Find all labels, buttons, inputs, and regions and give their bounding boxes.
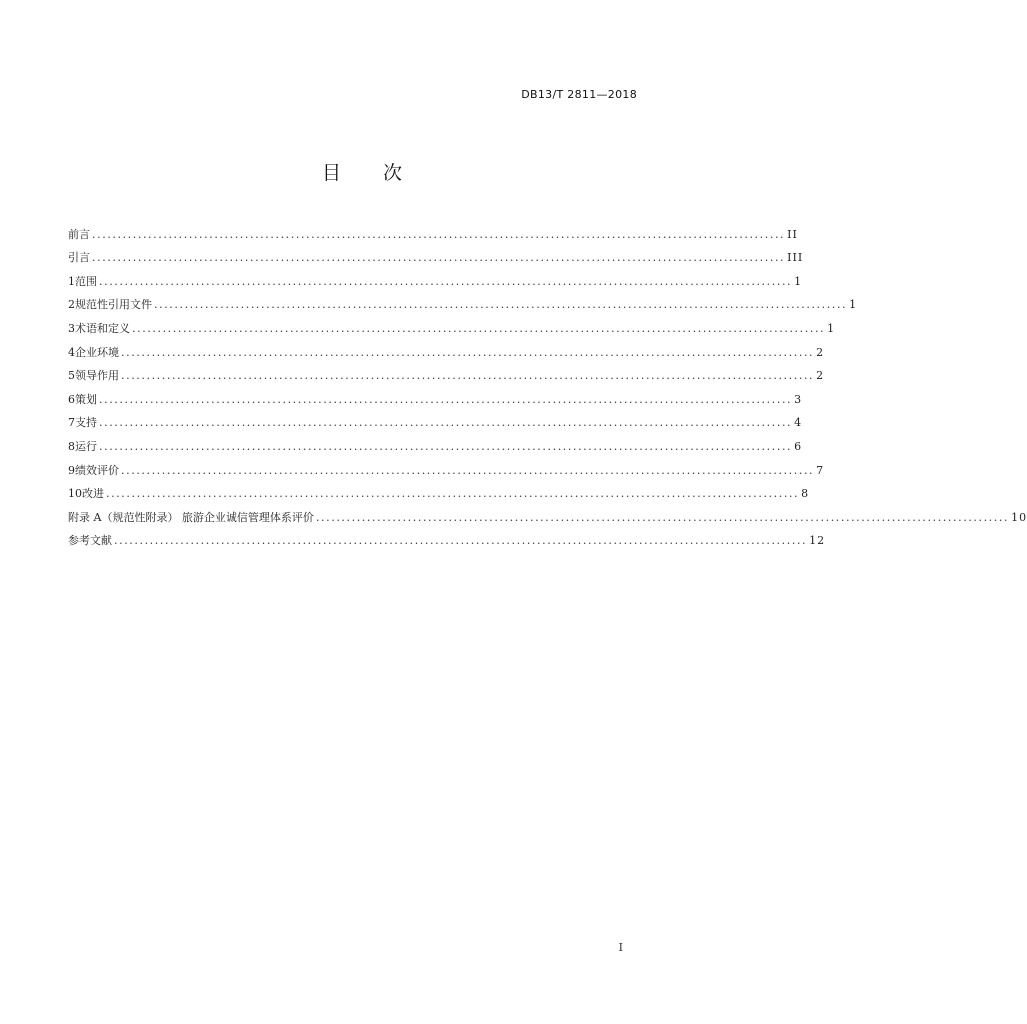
toc-entry-scope[interactable] <box>68 264 803 288</box>
toc-entry-number: 7 <box>68 416 75 430</box>
dot-leader: ........................................................................................................................................ <box>92 251 786 265</box>
dot-leader: ........................................................................................................................................ <box>99 439 793 453</box>
toc-entry-page: 6 <box>794 439 803 453</box>
toc-entry-label: 规范性引用文件 <box>75 298 152 312</box>
toc-entry-label: 支持 <box>75 416 97 430</box>
toc-entry-page: 8 <box>801 487 810 501</box>
toc-entry-label: 领导作用 <box>75 369 119 383</box>
dot-leader: ........................................................................................................................................ <box>99 392 793 406</box>
toc-entry-label: 附录 A（规范性附录） 旅游企业诚信管理体系评价 <box>68 510 314 524</box>
toc-entry-label: 范围 <box>75 274 97 288</box>
toc-entry-page: 1 <box>794 274 803 288</box>
toc-entry-label: 参考文献 <box>68 534 112 548</box>
dot-leader: ........................................................................................................................................ <box>99 416 793 430</box>
toc-entry-number: 1 <box>68 274 75 288</box>
toc-entry-normative-references[interactable] <box>68 288 858 312</box>
toc-entry-leadership[interactable] <box>68 359 825 383</box>
toc-entry-number: 6 <box>68 392 75 406</box>
document-code: DB13/T 2811—2018 <box>521 88 637 101</box>
toc-entry-number: 5 <box>68 369 75 383</box>
toc-entry-page: III <box>787 251 804 265</box>
toc-entry-support[interactable] <box>68 406 803 430</box>
toc-entry-page: II <box>787 227 798 241</box>
toc-entry-page: 1 <box>849 298 858 312</box>
toc-entry-number: 9 <box>68 463 75 477</box>
toc-entry-label: 术语和定义 <box>75 321 130 335</box>
toc-entry-page: 2 <box>816 345 825 359</box>
dot-leader: ........................................................................................................................................ <box>154 298 848 312</box>
toc-entry-performance-evaluation[interactable] <box>68 453 825 477</box>
toc-entry-label: 运行 <box>75 439 97 453</box>
dot-leader: ........................................................................................................................................ <box>92 227 786 241</box>
toc-entry-terms-definitions[interactable] <box>68 311 836 335</box>
toc-title-part1: 目 <box>321 162 341 184</box>
toc-title-part2: 次 <box>383 162 403 184</box>
toc-list <box>68 217 1027 548</box>
toc-entry-number: 2 <box>68 298 75 312</box>
dot-leader: ........................................................................................................................................ <box>121 369 815 383</box>
dot-leader: ........................................................................................................................................ <box>132 321 826 335</box>
toc-entry-label: 前言 <box>68 227 90 241</box>
toc-entry-number: 8 <box>68 439 75 453</box>
toc-entry-enterprise-environment[interactable] <box>68 335 825 359</box>
toc-entry-number: 10 <box>68 487 82 501</box>
toc-entry-label: 绩效评价 <box>75 463 119 477</box>
toc-entry-label: 企业环境 <box>75 345 119 359</box>
toc-entry-bibliography[interactable] <box>68 524 826 548</box>
toc-entry-label: 改进 <box>82 487 104 501</box>
toc-entry-page: 3 <box>794 392 803 406</box>
dot-leader: ........................................................................................................................................ <box>121 345 815 359</box>
dot-leader: ........................................................................................................................................ <box>106 487 800 501</box>
toc-entry-preface[interactable] <box>68 217 798 241</box>
dot-leader: ........................................................................................................................................ <box>315 510 1010 524</box>
toc-entry-operation[interactable] <box>68 429 803 453</box>
toc-entry-page: 10 <box>1011 510 1027 524</box>
toc-entry-number: 4 <box>68 345 75 359</box>
dot-leader: ........................................................................................................................................ <box>121 463 815 477</box>
toc-entry-page: 1 <box>827 321 836 335</box>
toc-entry-label: 策划 <box>75 392 97 406</box>
toc-entry-page: 7 <box>816 463 825 477</box>
toc-entry-number: 3 <box>68 321 75 335</box>
dot-leader: ........................................................................................................................................ <box>114 534 808 548</box>
dot-leader: ........................................................................................................................................ <box>99 274 793 288</box>
toc-entry-page: 4 <box>794 416 803 430</box>
page-number: I <box>618 941 623 954</box>
toc-entry-appendix-a[interactable] <box>68 500 1027 524</box>
toc-entry-planning[interactable] <box>68 382 803 406</box>
toc-entry-page: 2 <box>816 369 825 383</box>
toc-entry-page: 12 <box>809 534 826 548</box>
toc-entry-introduction[interactable] <box>68 241 804 265</box>
toc-entry-improvement[interactable] <box>68 477 810 501</box>
toc-entry-label: 引言 <box>68 251 90 265</box>
toc-title <box>0 158 724 185</box>
